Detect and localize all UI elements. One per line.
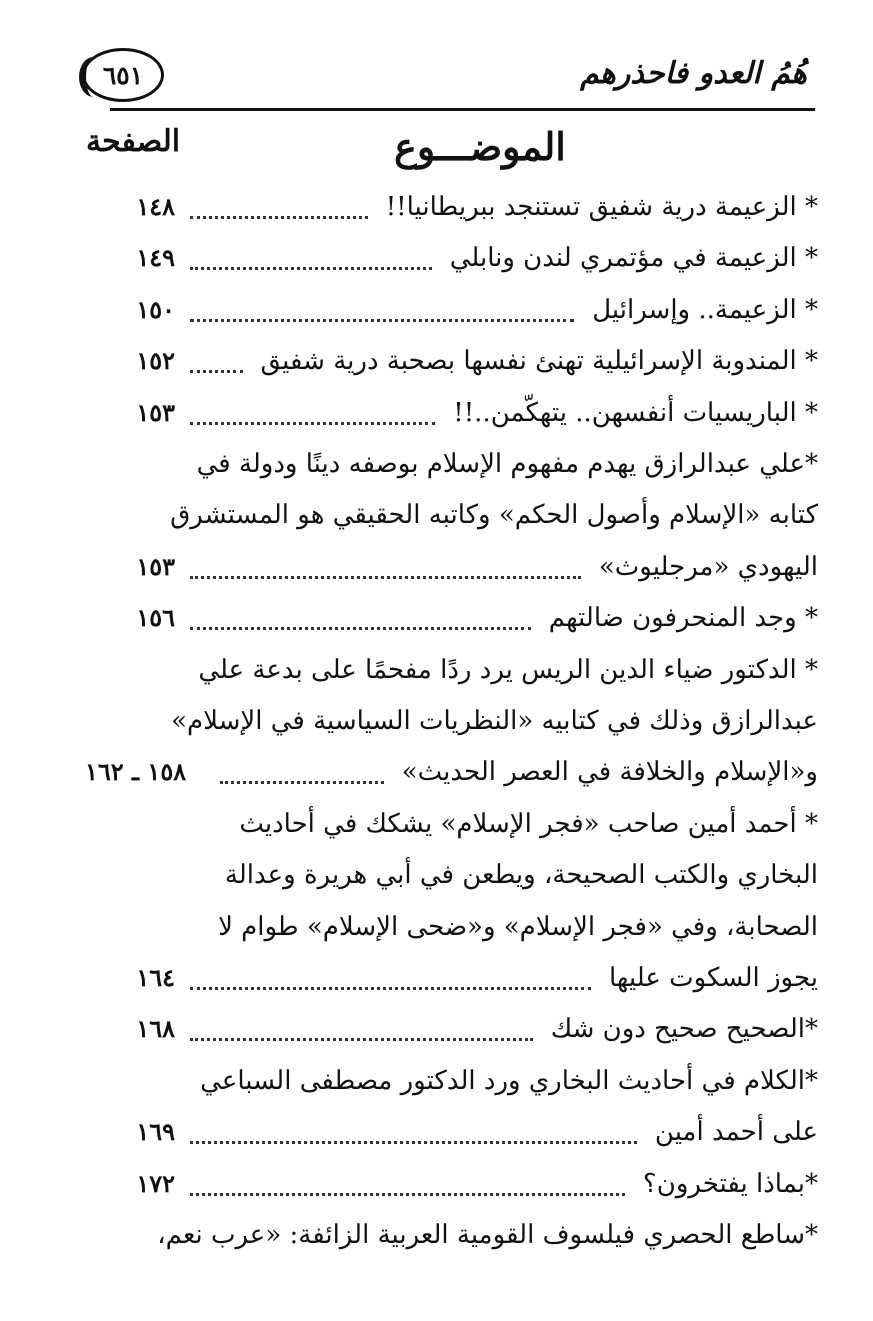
toc-line-text: يجوز السكوت عليها (601, 963, 818, 993)
dot-leader (220, 777, 384, 784)
dot-leader (190, 983, 591, 990)
toc-line-text: كتابه «الإسلام وأصول الحكم» وكاتبه الحقيقي هو المستشرق (162, 500, 818, 530)
toc-line-text: * أحمد أمين صاحب «فجر الإسلام» يشكك في أحاديث (231, 809, 818, 839)
toc-line (80, 757, 818, 809)
dot-leader (190, 1137, 637, 1144)
toc-line (80, 1117, 818, 1169)
toc-line-text: اليهودي «مرجليوث» (591, 552, 818, 582)
toc-line (80, 1066, 818, 1118)
toc-line-text: *الصحيح صحيح دون شك (543, 1014, 818, 1044)
toc-line (80, 449, 818, 501)
toc-page-number: ١٤٨ (136, 192, 175, 221)
page-number: ٦٥١ (102, 60, 144, 90)
toc-line-text: على أحمد أمين (647, 1117, 818, 1147)
toc-line (80, 243, 818, 295)
toc-line-text: البخاري والكتب الصحيحة، ويطعن في أبي هريرة وعدالة (217, 860, 818, 890)
toc-page-number: ١٦٤ (136, 963, 175, 992)
toc-line (80, 603, 818, 655)
toc-line-text: الصحابة، وفي «فجر الإسلام» و«ضحى الإسلام» طوام لا (210, 912, 818, 942)
dot-leader (190, 263, 432, 270)
toc-line-text: * المندوبة الإسرائيلية تهنئ نفسها بصحبة درية شفيق (253, 346, 819, 376)
dot-leader (190, 366, 243, 373)
topic-column-heading: الموضـــوع (394, 124, 566, 169)
toc-line (80, 295, 818, 347)
toc-line (80, 346, 818, 398)
toc-page-number: ١٤٩ (136, 243, 175, 272)
page-column-heading: الصفحة (86, 124, 181, 159)
toc-line (80, 706, 818, 758)
toc-line (80, 552, 818, 604)
toc-line-text: * الزعيمة في مؤتمري لندن ونابلي (442, 243, 818, 273)
toc-page-number: ١٥٢ (136, 346, 175, 375)
running-title: هُمُ العدو فاحذرهم (580, 56, 807, 91)
toc-line-text: * الزعيمة.. وإسرائيل (584, 295, 818, 325)
toc-line-text: عبدالرازق وذلك في كتابيه «النظريات السياسية في الإسلام» (163, 706, 818, 736)
toc-page-number: ١٥٨ ـ ١٦٢ (85, 757, 187, 786)
toc-line (80, 398, 818, 450)
toc-page-number: ١٥٠ (136, 295, 175, 324)
toc-line (80, 655, 818, 707)
toc-line-text: *علي عبدالرازق يهدم مفهوم الإسلام بوصفه دينًا ودولة في (189, 449, 818, 479)
toc-line-text: * الزعيمة درية شفيق تستنجد ببريطانيا!! (378, 192, 818, 222)
toc-line-text: و«الإسلام والخلافة في العصر الحديث» (394, 757, 818, 787)
dot-leader (190, 418, 435, 425)
toc-line (80, 192, 818, 244)
toc-line (80, 1169, 818, 1221)
toc-page-number: ١٥٣ (136, 552, 175, 581)
toc-line-text: *الكلام في أحاديث البخاري ورد الدكتور مصطفى السباعي (192, 1066, 818, 1096)
page-number-frame (82, 48, 164, 102)
toc-line (80, 963, 818, 1015)
toc-line-text: * الدكتور ضياء الدين الريس يرد ردًا مفحمًا على بدعة علي (190, 655, 818, 685)
header-rule (110, 108, 815, 111)
toc-line (80, 500, 818, 552)
dot-leader (190, 1034, 533, 1041)
toc-page-number: ١٥٣ (136, 398, 175, 427)
dot-leader (190, 315, 574, 322)
toc-line (80, 860, 818, 912)
toc-page-number: ١٦٨ (136, 1014, 175, 1043)
dot-leader (190, 212, 368, 219)
toc-line-text: *ساطع الحصري فيلسوف القومية العربية الزائفة: «عرب نعم، (149, 1220, 818, 1250)
toc-page-number: ١٥٦ (136, 603, 175, 632)
toc-line (80, 912, 818, 964)
toc-line-text: * الباريسيات أنفسهن.. يتهكّمن..!! (445, 398, 818, 428)
toc-line (80, 1014, 818, 1066)
toc-page-number: ١٧٢ (136, 1169, 175, 1198)
dot-leader (190, 1189, 625, 1196)
toc-line (80, 1220, 818, 1272)
toc-line (80, 809, 818, 861)
dot-leader (190, 623, 531, 630)
dot-leader (190, 572, 581, 579)
toc-line-text: * وجد المنحرفون ضالتهم (541, 603, 818, 633)
toc-line-text: *بماذا يفتخرون؟ (635, 1169, 818, 1199)
toc-page-number: ١٦٩ (136, 1117, 175, 1146)
